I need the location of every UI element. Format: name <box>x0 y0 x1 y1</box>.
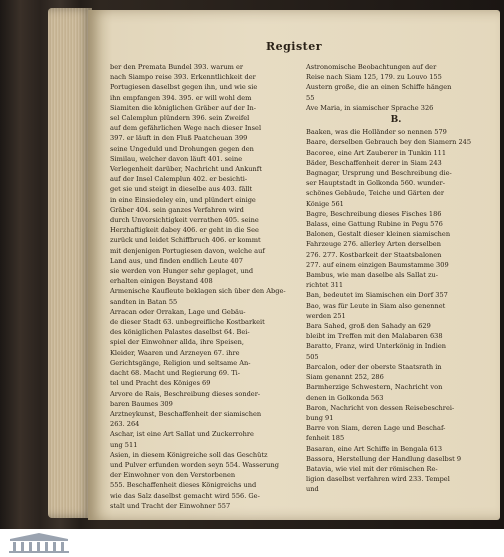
index-line: ligion daselbst verfahren wird 233. Tempel <box>306 475 450 484</box>
right-column-top-entries <box>306 62 486 113</box>
right-column-entries <box>306 127 486 494</box>
index-line: 555. Beschaffenheit dieses Königreichs und <box>110 481 257 490</box>
index-line: Gräber 404. sein ganzes Verfahren wird <box>110 205 244 214</box>
index-line: Fahrzeuge 276. allerley Arten derselben <box>306 240 441 249</box>
index-line: Bagre, Beschreibung dieses Fisches 186 <box>306 209 442 218</box>
index-line: sandten in Batan 55 <box>110 297 178 306</box>
index-line: ber den Premata Bundel 393. warum er <box>110 63 244 71</box>
index-line: Barcalon, oder der oberste Staatsrath in <box>306 362 442 371</box>
index-line: erhalten einigen Beystand 408 <box>110 277 213 286</box>
index-line: ser Hauptstadt in Golkonda 560. wunder- <box>306 179 445 188</box>
index-line: Kleider, Waaren und Arzneyen 67. ihre <box>110 348 240 357</box>
index-line: werden 251 <box>306 311 346 320</box>
index-line: Balonen, Gestalt dieser kleinen siamischen <box>306 230 451 239</box>
index-line: de dieser Stadt 63. unbegreifliche Kostbarkeit <box>110 318 265 327</box>
index-line: Bacoree, eine Art Zauberer in Tunkin 111 <box>306 148 447 157</box>
index-line: Baaken, was die Holländer so nennen 579 <box>306 128 447 137</box>
index-line: Armenische Kaufleute beklagen sich über den Abge- <box>110 287 286 296</box>
index-line: durch Unvorsichtigkeit verrathen 405. seine <box>110 216 259 225</box>
index-line: auf der Insel Calemplun 402. er besichti- <box>110 175 248 184</box>
index-line: Ave Maria, in siamischer Sprache 326 <box>306 103 434 112</box>
index-line: bleibt im Treffen mit den Malabaren 638 <box>306 332 443 341</box>
index-line: 505 <box>306 352 319 361</box>
left-column <box>110 62 288 511</box>
index-line: denen in Golkonda 563 <box>306 393 384 402</box>
index-line: Reise nach Siam 125, 179. zu Louvo 155 <box>306 73 442 82</box>
index-line: Land aus, und finden endlich Leute 407 <box>110 256 243 265</box>
index-line: 55 <box>306 93 315 102</box>
index-line: Similau, welcher davon läuft 401. seine <box>110 154 243 163</box>
index-line: Asien, in diesem Königreiche soll das Geschütz <box>110 450 268 459</box>
index-line: Bara Sahed, groß den Sahady an 629 <box>306 322 431 331</box>
index-line: 277. auf einem einzigen Baumstamme 309 <box>306 260 449 269</box>
index-line: Arracan oder Orrakan, Lage und Gebäu- <box>110 307 246 316</box>
index-line: Portugiesen daselbst gegen ihn, und wie sie <box>110 83 258 92</box>
index-line: Basaran, eine Art Schiffe in Bengala 613 <box>306 444 443 453</box>
index-line: Arztneykunst, Beschaffenheit der siamischen <box>110 409 262 418</box>
index-line: Bagnagar, Ursprung und Beschreibung die- <box>306 169 452 178</box>
index-line: tel und Pracht des Königes 69 <box>110 379 211 388</box>
index-line: ihn empfangen 394. 395. er will wohl dem <box>110 93 252 102</box>
index-line: zurück und leidet Schiffbruch 406. er kommt <box>110 236 261 245</box>
index-line: Siam genannt 252, 286 <box>306 373 384 382</box>
page-header: Register <box>265 40 323 53</box>
book-page <box>88 10 500 520</box>
index-line: 276. 277. Kostbarkeit der Staatsbalonen <box>306 250 442 259</box>
index-line: Balass, eine Gattung Rubine in Pegu 576 <box>306 220 443 229</box>
index-line: in eine Einsiedeley ein, und plündert einige <box>110 195 256 204</box>
index-line: Baron, Nachricht von dessen Reisebeschrei- <box>306 403 455 412</box>
index-line: Aschar, ist eine Art Sallat und Zuckerrohre <box>110 430 254 439</box>
index-line: baren Baumes 309 <box>110 399 173 408</box>
library-building-icon <box>4 531 74 555</box>
index-line: dacht 68. Macht und Regierung 69. Ti- <box>110 369 240 378</box>
index-line: sel Calemplun plündern 396. sein Zweifel <box>110 114 250 123</box>
index-line: sie werden von Hunger sehr geplaget, und <box>110 267 254 276</box>
index-line: Gerichtsgänge, Religion und seltsame An- <box>110 358 251 367</box>
section-letter: B. <box>390 115 402 126</box>
index-line: Batavia, wie viel mit der römischen Re- <box>306 464 438 473</box>
index-line: Könige 561 <box>306 199 344 208</box>
index-line: 397. er läuft in den Fluß Paatcheuan 399 <box>110 134 248 143</box>
index-line: seine Ungeduld und Drohungen gegen den <box>110 144 254 153</box>
index-line: schönes Gebäude, Teiche und Gärten der <box>306 189 444 198</box>
index-line: Austern große, die an einen Schiffe hängen <box>306 83 452 92</box>
index-line: Herzhaftigkeit dabey 406. er geht in die See <box>110 226 259 235</box>
index-line: Arvore de Rais, Beschreibung dieses sonder- <box>110 389 261 398</box>
index-line: Astronomische Beobachtungen auf der <box>306 63 437 71</box>
index-line: ung 511 <box>110 440 138 449</box>
page-stack-edge <box>48 8 92 518</box>
index-line: get sie und steigt in dieselbe aus 403. fällt <box>110 185 253 194</box>
footer-bar <box>0 529 504 557</box>
index-line: Barmherzige Schwestern, Nachricht von <box>306 383 443 392</box>
right-column <box>306 62 486 495</box>
index-line: Verlegenheit darüber, Nachricht und Ankunft <box>110 165 262 174</box>
index-line: richtet 311 <box>306 281 344 290</box>
index-line: Siamiten die königlichen Gräber auf der In- <box>110 103 256 112</box>
index-line: Bambus, wie man daselbe als Sallat zu- <box>306 271 438 280</box>
index-line: bung 91 <box>306 413 334 422</box>
index-line: wie das Salz daselbst gemacht wird 556. Ge- <box>110 491 260 500</box>
index-line: und Pulver erfunden worden seyn 554. Wasserung <box>110 460 279 469</box>
index-line: und <box>306 485 319 494</box>
index-line: 263. 264 <box>110 420 140 429</box>
index-line: stalt und Tracht der Einwohner 557 <box>110 501 231 510</box>
index-line: Bäder, Beschaffenheit derer in Siam 243 <box>306 158 442 167</box>
index-line: der Einwohner von den Verstorbenen <box>110 471 236 480</box>
index-line: Baare, derselben Gebrauch bey den Siamern 245 <box>306 138 472 147</box>
index-line: Barre von Siam, deren Lage und Beschaf- <box>306 424 446 433</box>
index-line: mit denjenigen Portugiesen davon, welche auf <box>110 246 265 255</box>
index-line: fenheit 185 <box>306 434 345 443</box>
index-line: spiel der Einwohner allda, ihre Speisen, <box>110 338 244 347</box>
index-line: nach Siampo reise 393. Erkenntlichkeit der <box>110 73 256 82</box>
index-line: Ban, bedeutet im Siamischen ein Dorf 357 <box>306 291 448 300</box>
index-line: Bao, was für Leute in Siam also genennet <box>306 301 446 310</box>
index-line: Baratto, Franz, wird Unterkönig in Indien <box>306 342 447 351</box>
index-line: des königlichen Palastes daselbst 64. Bei- <box>110 328 250 337</box>
index-line: Bassora, Herstellung der Handlung daselbst 9 <box>306 454 462 463</box>
index-line: auf dem gefährlichen Wege nach dieser Insel <box>110 124 262 133</box>
